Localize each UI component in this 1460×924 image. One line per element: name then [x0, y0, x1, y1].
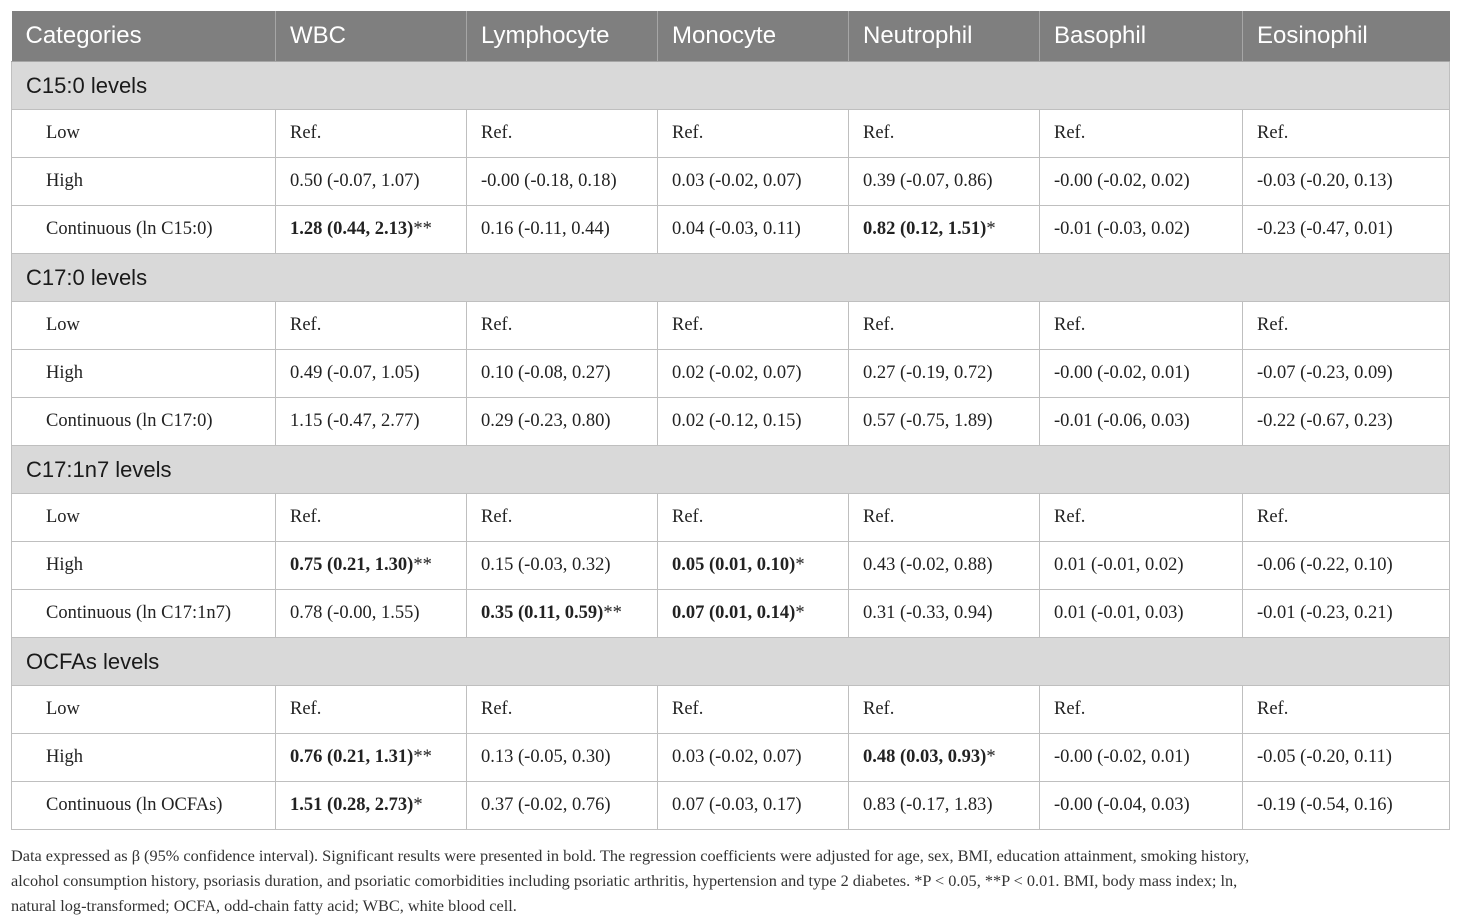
significance-marker: * — [986, 747, 996, 767]
row-label: Continuous (ln C15:0) — [12, 206, 276, 254]
cell-value: 0.02 (-0.12, 0.15) — [672, 411, 802, 431]
significance-marker: ** — [413, 555, 432, 575]
table-cell — [1040, 734, 1243, 782]
table-cell — [658, 206, 849, 254]
table-cell — [658, 302, 849, 350]
table-cell — [1243, 110, 1450, 158]
results-table-container — [11, 11, 1449, 830]
cell-value: -0.06 (-0.22, 0.10) — [1257, 555, 1393, 575]
row-label: Low — [12, 686, 276, 734]
table-cell — [1040, 782, 1243, 830]
cell-value: 0.31 (-0.33, 0.94) — [863, 603, 993, 623]
cell-value: 0.01 (-0.01, 0.03) — [1054, 603, 1184, 623]
cell-value: 0.04 (-0.03, 0.11) — [672, 219, 801, 239]
cell-value: -0.07 (-0.23, 0.09) — [1257, 363, 1393, 383]
table-cell — [467, 734, 658, 782]
table-cell — [658, 782, 849, 830]
table-cell — [849, 782, 1040, 830]
significance-marker: ** — [413, 219, 432, 239]
table-cell — [276, 206, 467, 254]
cell-value: Ref. — [290, 699, 322, 719]
row-label: Low — [12, 302, 276, 350]
cell-value: 0.03 (-0.02, 0.07) — [672, 171, 802, 191]
table-cell — [467, 158, 658, 206]
table-cell — [849, 542, 1040, 590]
cell-value: 1.51 (0.28, 2.73) — [290, 795, 414, 815]
table-cell — [1243, 350, 1450, 398]
table-cell — [467, 542, 658, 590]
table-cell — [658, 350, 849, 398]
table-cell — [1040, 686, 1243, 734]
row-label: Continuous (ln C17:1n7) — [12, 590, 276, 638]
table-cell — [276, 686, 467, 734]
table-cell — [1040, 110, 1243, 158]
table-row — [12, 782, 1450, 830]
cell-value: 0.83 (-0.17, 1.83) — [863, 795, 993, 815]
cell-value: Ref. — [863, 315, 895, 335]
table-cell — [1243, 590, 1450, 638]
cell-value: Ref. — [1054, 507, 1086, 527]
cell-value: 0.50 (-0.07, 1.07) — [290, 171, 420, 191]
table-row — [12, 206, 1450, 254]
group-row — [12, 62, 1450, 110]
cell-value: 0.07 (0.01, 0.14) — [672, 603, 796, 623]
cell-value: 1.28 (0.44, 2.13) — [290, 219, 414, 239]
cell-value: 0.05 (0.01, 0.10) — [672, 555, 796, 575]
column-header: Categories — [12, 11, 276, 62]
cell-value: Ref. — [672, 123, 704, 143]
cell-value: Ref. — [863, 123, 895, 143]
cell-value: 0.01 (-0.01, 0.02) — [1054, 555, 1184, 575]
cell-value: Ref. — [290, 315, 322, 335]
table-cell — [658, 110, 849, 158]
cell-value: Ref. — [1257, 123, 1289, 143]
table-row — [12, 590, 1450, 638]
cell-value: Ref. — [290, 123, 322, 143]
table-cell — [1243, 782, 1450, 830]
cell-value: 0.57 (-0.75, 1.89) — [863, 411, 993, 431]
row-label: High — [12, 542, 276, 590]
cell-value: 0.29 (-0.23, 0.80) — [481, 411, 611, 431]
cell-value: Ref. — [481, 507, 513, 527]
row-label: High — [12, 158, 276, 206]
table-cell — [658, 158, 849, 206]
table-cell — [467, 302, 658, 350]
table-row — [12, 734, 1450, 782]
column-header: Lymphocyte — [467, 11, 658, 62]
cell-value: Ref. — [863, 507, 895, 527]
cell-value: -0.01 (-0.23, 0.21) — [1257, 603, 1393, 623]
table-cell — [1243, 686, 1450, 734]
row-label: Continuous (ln OCFAs) — [12, 782, 276, 830]
cell-value: -0.03 (-0.20, 0.13) — [1257, 171, 1393, 191]
table-cell — [1243, 542, 1450, 590]
table-cell — [658, 734, 849, 782]
cell-value: 0.02 (-0.02, 0.07) — [672, 363, 802, 383]
column-header: Eosinophil — [1243, 11, 1450, 62]
table-cell — [849, 350, 1040, 398]
cell-value: -0.00 (-0.02, 0.01) — [1054, 363, 1190, 383]
cell-value: Ref. — [481, 123, 513, 143]
group-title: OCFAs levels — [12, 638, 1450, 686]
cell-value: 0.78 (-0.00, 1.55) — [290, 603, 420, 623]
table-cell — [1040, 206, 1243, 254]
significance-marker: * — [413, 795, 423, 815]
table-cell — [276, 110, 467, 158]
table-cell — [849, 110, 1040, 158]
column-header: Neutrophil — [849, 11, 1040, 62]
table-cell — [1040, 398, 1243, 446]
row-label: Low — [12, 494, 276, 542]
row-label: Low — [12, 110, 276, 158]
table-cell — [467, 686, 658, 734]
table-cell — [276, 302, 467, 350]
table-cell — [1243, 734, 1450, 782]
cell-value: 0.75 (0.21, 1.30) — [290, 555, 414, 575]
cell-value: Ref. — [1257, 699, 1289, 719]
table-cell — [849, 206, 1040, 254]
table-cell — [276, 542, 467, 590]
table-cell — [467, 350, 658, 398]
table-cell — [658, 494, 849, 542]
cell-value: -0.00 (-0.02, 0.01) — [1054, 747, 1190, 767]
cell-value: 0.35 (0.11, 0.59) — [481, 603, 604, 623]
table-row — [12, 302, 1450, 350]
group-row — [12, 638, 1450, 686]
cell-value: 0.15 (-0.03, 0.32) — [481, 555, 611, 575]
cell-value: -0.23 (-0.47, 0.01) — [1257, 219, 1393, 239]
cell-value: Ref. — [672, 507, 704, 527]
cell-value: 0.07 (-0.03, 0.17) — [672, 795, 802, 815]
cell-value: Ref. — [1257, 507, 1289, 527]
column-header: Basophil — [1040, 11, 1243, 62]
table-row — [12, 350, 1450, 398]
table-cell — [276, 158, 467, 206]
cell-value: Ref. — [863, 699, 895, 719]
footnote-line: alcohol consumption history, psoriasis duration, and psoriatic comorbidities including psoriatic arthritis, hypertension and type 2 diabetes. *P < 0.05, **P < 0.01. BMI, body mass index; ln, — [11, 871, 1238, 890]
cell-value: Ref. — [672, 699, 704, 719]
cell-value: Ref. — [1054, 123, 1086, 143]
row-label: Continuous (ln C17:0) — [12, 398, 276, 446]
table-cell — [849, 398, 1040, 446]
cell-value: -0.01 (-0.03, 0.02) — [1054, 219, 1190, 239]
significance-marker: ** — [413, 747, 432, 767]
group-title: C17:1n7 levels — [12, 446, 1450, 494]
cell-value: -0.22 (-0.67, 0.23) — [1257, 411, 1393, 431]
table-cell — [1243, 206, 1450, 254]
table-cell — [658, 590, 849, 638]
table-cell — [658, 686, 849, 734]
table-row — [12, 398, 1450, 446]
cell-value: 0.16 (-0.11, 0.44) — [481, 219, 610, 239]
table-cell — [467, 590, 658, 638]
table-cell — [849, 734, 1040, 782]
cell-value: 0.37 (-0.02, 0.76) — [481, 795, 611, 815]
table-cell — [1243, 302, 1450, 350]
table-row — [12, 542, 1450, 590]
footnote-line: natural log-transformed; OCFA, odd-chain fatty acid; WBC, white blood cell. — [11, 896, 517, 915]
table-row — [12, 110, 1450, 158]
table-cell — [658, 398, 849, 446]
table-cell — [276, 782, 467, 830]
cell-value: 1.15 (-0.47, 2.77) — [290, 411, 420, 431]
column-header: WBC — [276, 11, 467, 62]
cell-value: Ref. — [1054, 315, 1086, 335]
significance-marker: * — [795, 603, 805, 623]
table-cell — [276, 350, 467, 398]
table-cell — [1040, 350, 1243, 398]
header-row — [12, 11, 1450, 62]
table-cell — [1243, 158, 1450, 206]
table-cell — [849, 590, 1040, 638]
cell-value: Ref. — [290, 507, 322, 527]
cell-value: 0.82 (0.12, 1.51) — [863, 219, 987, 239]
table-cell — [467, 110, 658, 158]
cell-value: 0.13 (-0.05, 0.30) — [481, 747, 611, 767]
cell-value: 0.39 (-0.07, 0.86) — [863, 171, 993, 191]
cell-value: Ref. — [481, 315, 513, 335]
cell-value: Ref. — [1054, 699, 1086, 719]
cell-value: 0.49 (-0.07, 1.05) — [290, 363, 420, 383]
table-row — [12, 158, 1450, 206]
table-cell — [1040, 590, 1243, 638]
table-cell — [276, 398, 467, 446]
table-cell — [1243, 494, 1450, 542]
table-cell — [467, 206, 658, 254]
table-cell — [1040, 302, 1243, 350]
table-cell — [276, 590, 467, 638]
cell-value: Ref. — [672, 315, 704, 335]
significance-marker: * — [986, 219, 996, 239]
cell-value: -0.05 (-0.20, 0.11) — [1257, 747, 1392, 767]
cell-value: 0.03 (-0.02, 0.07) — [672, 747, 802, 767]
table-cell — [467, 782, 658, 830]
table-cell — [276, 734, 467, 782]
results-table — [11, 11, 1450, 830]
table-cell — [1243, 398, 1450, 446]
table-row — [12, 686, 1450, 734]
table-header — [12, 11, 1450, 62]
table-cell — [849, 302, 1040, 350]
table-cell — [467, 494, 658, 542]
table-cell — [849, 494, 1040, 542]
cell-value: -0.01 (-0.06, 0.03) — [1054, 411, 1190, 431]
table-cell — [1040, 542, 1243, 590]
cell-value: 0.10 (-0.08, 0.27) — [481, 363, 611, 383]
table-cell — [276, 494, 467, 542]
cell-value: -0.00 (-0.04, 0.03) — [1054, 795, 1190, 815]
cell-value: -0.00 (-0.18, 0.18) — [481, 171, 617, 191]
cell-value: 0.76 (0.21, 1.31) — [290, 747, 414, 767]
table-row — [12, 494, 1450, 542]
row-label: High — [12, 350, 276, 398]
group-row — [12, 254, 1450, 302]
column-header: Monocyte — [658, 11, 849, 62]
table-cell — [849, 158, 1040, 206]
cell-value: 0.27 (-0.19, 0.72) — [863, 363, 993, 383]
cell-value: Ref. — [1257, 315, 1289, 335]
table-cell — [658, 542, 849, 590]
table-cell — [1040, 158, 1243, 206]
group-title: C15:0 levels — [12, 62, 1450, 110]
table-body — [12, 62, 1450, 830]
row-label: High — [12, 734, 276, 782]
footnote-line: Data expressed as β (95% confidence interval). Significant results were presented in bold. The regression coefficients were adjusted for age, sex, BMI, education attainment, smoking history, — [11, 846, 1250, 865]
cell-value: -0.00 (-0.02, 0.02) — [1054, 171, 1190, 191]
significance-marker: * — [795, 555, 805, 575]
table-cell — [849, 686, 1040, 734]
table-cell — [467, 398, 658, 446]
group-title: C17:0 levels — [12, 254, 1450, 302]
significance-marker: ** — [603, 603, 622, 623]
cell-value: 0.48 (0.03, 0.93) — [863, 747, 987, 767]
group-row — [12, 446, 1450, 494]
cell-value: 0.43 (-0.02, 0.88) — [863, 555, 993, 575]
cell-value: Ref. — [481, 699, 513, 719]
cell-value: -0.19 (-0.54, 0.16) — [1257, 795, 1393, 815]
table-footnote — [11, 843, 1451, 918]
table-cell — [1040, 494, 1243, 542]
